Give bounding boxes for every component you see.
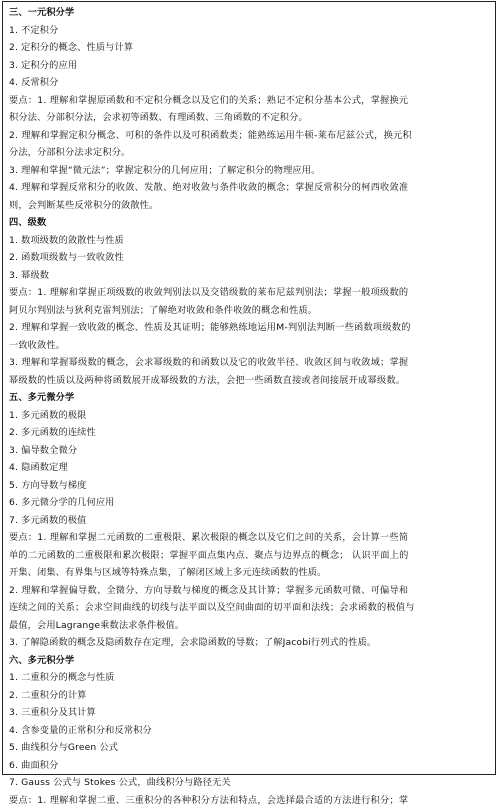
text-line: 4. 含参变量的正常积分和反常积分 (9, 722, 489, 740)
text-line: 6. 曲面积分 (9, 757, 489, 775)
section-heading: 五、多元微分学 (9, 389, 489, 407)
text-line: 3. 了解隐函数的概念及隐函数存在定理，会求隐函数的导数；了解Jacobi行列式的性质。 (9, 634, 489, 652)
text-line: 连续之间的关系；会求空间曲线的切线与法平面以及空间曲面的切平面和法线；会求函数的极值与 (9, 599, 489, 617)
text-line: 积分法、分部积分法，会求初等函数、有理函数、三角函数的不定积分。 (9, 109, 489, 127)
text-line: 3. 幂级数 (9, 267, 489, 285)
section-heading: 四、级数 (9, 214, 489, 232)
text-line: 3. 偏导数全微分 (9, 442, 489, 460)
text-line: 2. 理解和掌握一致收敛的概念、性质及其证明；能够熟练地运用M-判别法判断一些函数项级数的 (9, 319, 489, 337)
text-line: 阿贝尔判别法与狄利克雷判别法；了解绝对收敛和条件收敛的概念和性质。 (9, 302, 489, 320)
text-line: 4. 反常积分 (9, 74, 489, 92)
text-line: 要点：1. 理解和掌握正项级数的收敛判别法以及交错级数的莱布尼兹判别法；掌握一般项级数的 (9, 284, 489, 302)
text-line: 3. 三重积分及其计算 (9, 704, 489, 722)
text-line: 5. 方向导数与梯度 (9, 477, 489, 495)
text-line: 2. 多元函数的连续性 (9, 424, 489, 442)
text-line: 2. 定积分的概念、性质与计算 (9, 39, 489, 57)
text-line: 2. 理解和掌握定积分概念、可积的条件以及可积函数类；能熟练运用牛顿-莱布尼兹公式，换元积 (9, 127, 489, 145)
text-line: 1. 不定积分 (9, 22, 489, 40)
text-line: 4. 隐函数定理 (9, 459, 489, 477)
text-line: 7. 多元函数的极值 (9, 512, 489, 530)
text-line: 6. 多元微分学的几何应用 (9, 494, 489, 512)
text-line: 7. Gauss 公式与 Stokes 公式，曲线积分与路径无关 (9, 774, 489, 792)
text-line: 开集、闭集、有界集与区域等特殊点集，了解闭区域上多元连续函数的性质。 (9, 564, 489, 582)
text-line: 幂级数的性质以及两种将函数展开成幂级数的方法，会把一些函数直接或者间接展开成幂级数。 (9, 372, 489, 390)
text-line: 2. 函数项级数与一致收敛性 (9, 249, 489, 267)
syllabus-page (2, 1, 496, 775)
text-line: 1. 多元函数的极限 (9, 407, 489, 425)
text-line: 1. 二重积分的概念与性质 (9, 669, 489, 687)
text-line: 1. 数项级数的敛散性与性质 (9, 232, 489, 250)
text-line: 3. 理解和掌握“微元法”；掌握定积分的几何应用；了解定积分的物理应用。 (9, 162, 489, 180)
text-line: 2. 二重积分的计算 (9, 687, 489, 705)
section-heading: 六、多元积分学 (9, 652, 489, 670)
text-line: 3. 定积分的应用 (9, 57, 489, 75)
text-line: 5. 曲线积分与Green 公式 (9, 739, 489, 757)
text-line: 2. 理解和掌握偏导数、全微分、方向导数与梯度的概念及其计算；掌握多元函数可微、可偏导和 (9, 582, 489, 600)
text-line: 最值，会用Lagrange乘数法求条件极值。 (9, 617, 489, 635)
text-line: 要点：1. 理解和掌握二重、三重积分的各种积分方法和特点，会选择最合适的方法进行积分；掌 (9, 792, 489, 809)
text-line: 要点：1. 理解和掌握原函数和不定积分概念以及它们的关系；熟记不定积分基本公式，掌握换元 (9, 92, 489, 110)
text-line: 3. 理解和掌握幂级数的概念，会求幂级数的和函数以及它的收敛半径、收敛区间与收敛域；掌握 (9, 354, 489, 372)
text-line: 要点：1. 理解和掌握二元函数的二重极限、累次极限的概念以及它们之间的关系，会计算一些简 (9, 529, 489, 547)
text-line: 单的二元函数的二重极限和累次极限；掌握平面点集内点、聚点与边界点的概念； 认识平面上的 (9, 547, 489, 565)
text-line: 则，会判断某些反常积分的敛散性。 (9, 197, 489, 215)
section-heading: 三、一元积分学 (9, 4, 489, 22)
text-line: 分法，分部积分法求定积分。 (9, 144, 489, 162)
text-line: 4. 理解和掌握反常积分的收敛、发散、绝对收敛与条件收敛的概念；掌握反常积分的柯西收敛准 (9, 179, 489, 197)
text-line: 一致收敛性。 (9, 337, 489, 355)
